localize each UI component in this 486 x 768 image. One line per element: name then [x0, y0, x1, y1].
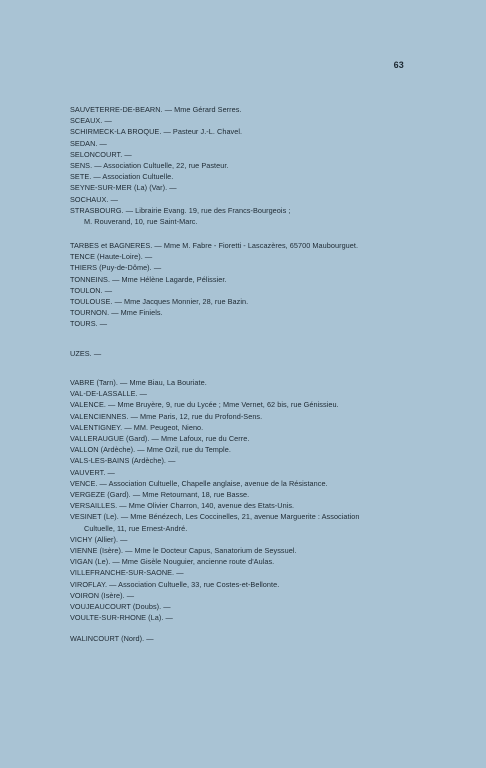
- list-item: VERSAILLES. — Mme Olivier Charron, 140, avenue des Etats-Unis.: [70, 501, 295, 511]
- section-v: [70, 377, 430, 623]
- page-number: 63: [393, 60, 404, 70]
- list-item: VENCE. — Association Cultuelle, Chapelle anglaise, avenue de la Résistance.: [70, 478, 328, 488]
- list-item: SEYNE-SUR-MER (La) (Var). —: [70, 183, 177, 193]
- list-item: VALENCE. — Mme Bruyère, 9, rue du Lycée ; Mme Vernet, 62 bis, rue Génissieu.: [70, 400, 339, 410]
- list-item: VALENCIENNES. — Mme Paris, 12, rue du Profond-Sens.: [70, 411, 263, 421]
- list-item: VOUJEAUCOURT (Doubs). —: [70, 602, 171, 612]
- list-item: TOURNON. — Mme Finiels.: [70, 308, 163, 318]
- list-item: SEDAN. —: [70, 138, 107, 148]
- list-item: SCEAUX. —: [70, 116, 112, 126]
- list-item: VERGEZE (Gard). — Mme Retournant, 18, rue Basse.: [70, 490, 250, 500]
- list-item: SOCHAUX. —: [70, 194, 118, 204]
- list-item: TENCE (Haute-Loire). —: [70, 252, 153, 262]
- list-item: VIENNE (Isère). — Mme le Docteur Capus, Sanatorium de Seyssuel.: [70, 546, 297, 556]
- list-item: SETE. — Association Cultuelle.: [70, 172, 174, 182]
- list-item: VICHY (Allier). —: [70, 534, 128, 544]
- list-item: VALS-LES-BAINS (Ardèche). —: [70, 456, 176, 466]
- list-item-continuation: Cultuelle, 11, rue Ernest-André.: [84, 523, 188, 533]
- list-item: SAUVETERRE-DE-BEARN. — Mme Gérard Serres.: [70, 105, 242, 114]
- list-item: SCHIRMECK-LA BROQUE. — Pasteur J.-L. Chavel.: [70, 127, 243, 137]
- list-item: TONNEINS. — Mme Hélène Lagarde, Pélissier.: [70, 274, 227, 284]
- list-item: TARBES et BAGNERES. — Mme M. Fabre - Fioretti - Lascazères, 65700 Maubourguet.: [70, 241, 359, 250]
- section-s: [70, 104, 430, 227]
- list-item: STRASBOURG. — Librairie Evang. 19, rue des Francs-Bourgeois ;: [70, 205, 291, 215]
- list-item: TOURS. —: [70, 319, 108, 329]
- list-item: TOULOUSE. — Mme Jacques Monnier, 28, rue Bazin.: [70, 297, 249, 307]
- list-item: UZES. —: [70, 349, 102, 358]
- section-u: [70, 348, 430, 359]
- list-item-continuation: M. Rouverand, 10, rue Saint-Marc.: [84, 217, 198, 227]
- list-item: VALLON (Ardèche). — Mme Ozil, rue du Temple.: [70, 445, 231, 455]
- list-item: VESINET (Le). — Mme Bénézech, Les Coccinelles, 21, avenue Marguerite : Association: [70, 512, 360, 522]
- list-item: VAUVERT. —: [70, 467, 115, 477]
- list-item: WALINCOURT (Nord). —: [70, 634, 154, 643]
- list-item: VILLEFRANCHE-SUR-SAONE. —: [70, 568, 184, 578]
- section-t: [70, 240, 430, 330]
- list-item: SENS. — Association Cultuelle, 22, rue Pasteur.: [70, 161, 229, 171]
- list-item: VIGAN (Le). — Mme Gisèle Nouguier, ancienne route d'Aulas.: [70, 557, 275, 567]
- list-item: VOULTE-SUR-RHONE (La). —: [70, 613, 173, 623]
- list-item: VALLERAUGUE (Gard). — Mme Lafoux, rue du Cerre.: [70, 434, 250, 444]
- list-item: TOULON. —: [70, 285, 113, 295]
- list-item: VALENTIGNEY. — MM. Peugeot, Nieno.: [70, 422, 204, 432]
- list-item: THIERS (Puy-de-Dôme). —: [70, 263, 162, 273]
- section-w: [70, 633, 430, 644]
- list-item: SELONCOURT. —: [70, 149, 132, 159]
- list-item: VIROFLAY. — Association Cultuelle, 33, rue Costes-et-Bellonte.: [70, 579, 280, 589]
- list-item: VAL-DE-LASSALLE. —: [70, 389, 148, 399]
- list-item: VABRE (Tarn). — Mme Biau, La Bouriate.: [70, 378, 207, 387]
- list-item: VOIRON (Isère). —: [70, 590, 135, 600]
